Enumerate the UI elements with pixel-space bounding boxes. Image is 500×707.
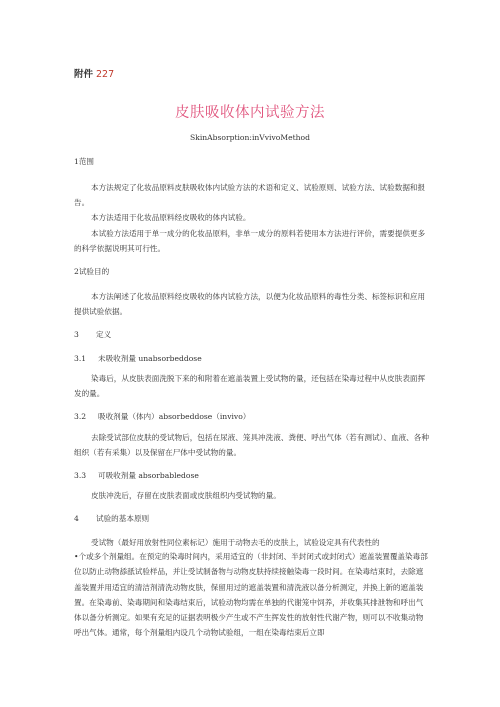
section-3-number: 3 (74, 330, 79, 339)
annex-label (74, 66, 114, 80)
section-4-title: 试验的基本原则 (96, 514, 150, 523)
document-subtitle: SkinAbsorption:inVvivoMethod (190, 133, 310, 142)
definition-3-3-text: 皮肤冲洗后，存留在皮肤表面或皮肤组织内受试物的量。 (91, 491, 281, 500)
definition-3-2-number: 3.2 (74, 412, 87, 421)
section-2-title: 试验目的 (78, 267, 110, 276)
section-2-heading (74, 266, 109, 277)
definition-3-3-number: 3.3 (74, 471, 87, 480)
section-4-number: 4 (74, 514, 79, 523)
section-2-paragraph-1: 本方法阐述了化妆品原料经皮吸收的体内试验方法，以便为化妆品原料的毒性分类、标签标识和应用提供试验依据。 (74, 292, 426, 317)
definition-3-2-term: 吸收剂量（体内）absorbeddose（invivo） (98, 412, 251, 421)
definition-3-2-heading (74, 411, 250, 422)
section-1-title: 范围 (78, 157, 95, 166)
section-4-paragraph-2: •个或多个剂量组。在预定的染毒时间内，采用适宜的（非封闭、半封闭式或封闭式）遮盖装置覆盖染毒部位以防止动物舔舐试验样品，并让受试制备物与动物皮肤持续接触染毒一段时间。在染毒结束时，去除遮盖装置并用适宜的清洁剂清洗动物皮肤，保留用过的遮盖装置和清洗液以备分析测定，并换上新的遮盖装置。在染毒前、染毒期间和染毒结束后，试验动物均需在单独的代谢笼中饲养，并收集其排泄物和呼出气体以备分析测定。如果有充足的证据表明极少产生或不产生挥发性的放射性代谢产物，则可以不收集动物呼出气体。通常，每个剂量组内设几个动物试验组，一组在染毒结束后立即 (74, 552, 428, 638)
definition-3-1-number: 3.1 (74, 354, 87, 363)
section-1-number: 1 (74, 157, 79, 166)
section-2-number: 2 (74, 267, 79, 276)
annex-word: 附件 (74, 69, 94, 80)
section-3-title: 定义 (96, 330, 112, 339)
definition-3-1-term: 未吸收剂量 unabsorbeddose (98, 354, 202, 363)
section-4-paragraph-1: 受试物（最好用放射性同位素标记）施用于动物去毛的皮肤上，试验设定具有代表性的 (91, 538, 380, 547)
annex-number: 227 (96, 69, 115, 80)
section-4-heading (74, 513, 149, 524)
document-title: 皮肤吸收体内试验方法 (175, 105, 325, 121)
definition-3-3-heading (74, 470, 199, 481)
section-1-heading (74, 156, 94, 167)
definition-3-3-term: 可吸收剂量 absorbabledose (98, 471, 199, 480)
section-1-paragraph-1: 本方法规定了化妆品原料皮肤吸收体内试验方法的术语和定义、试验原则、试验方法、试验数据和报告。 (74, 183, 426, 208)
section-3-heading (74, 329, 111, 340)
definition-3-2-text: 去除受试部位皮肤的受试物后，包括在尿液、笼具冲洗液、粪便、呼出气体（若有测试）、血液、各种组织（若有采集）以及保留在尸体中受试物的量。 (74, 433, 429, 458)
section-1-paragraph-2: 本方法适用于化妆品原料经皮吸收的体内试验。 (91, 213, 251, 222)
definition-3-1-heading (74, 353, 202, 364)
definition-3-1-text: 染毒后，从皮肤表面洗脱下来的和附着在遮盖装置上受试物的量，还包括在染毒过程中从皮肤表面挥发的量。 (74, 374, 426, 399)
section-1-paragraph-3: 本试验方法适用于单一成分的化妆品原料，非单一成分的原料若使用本方法进行评价，需要提供更多的科学依据说明其可行性。 (74, 229, 426, 254)
